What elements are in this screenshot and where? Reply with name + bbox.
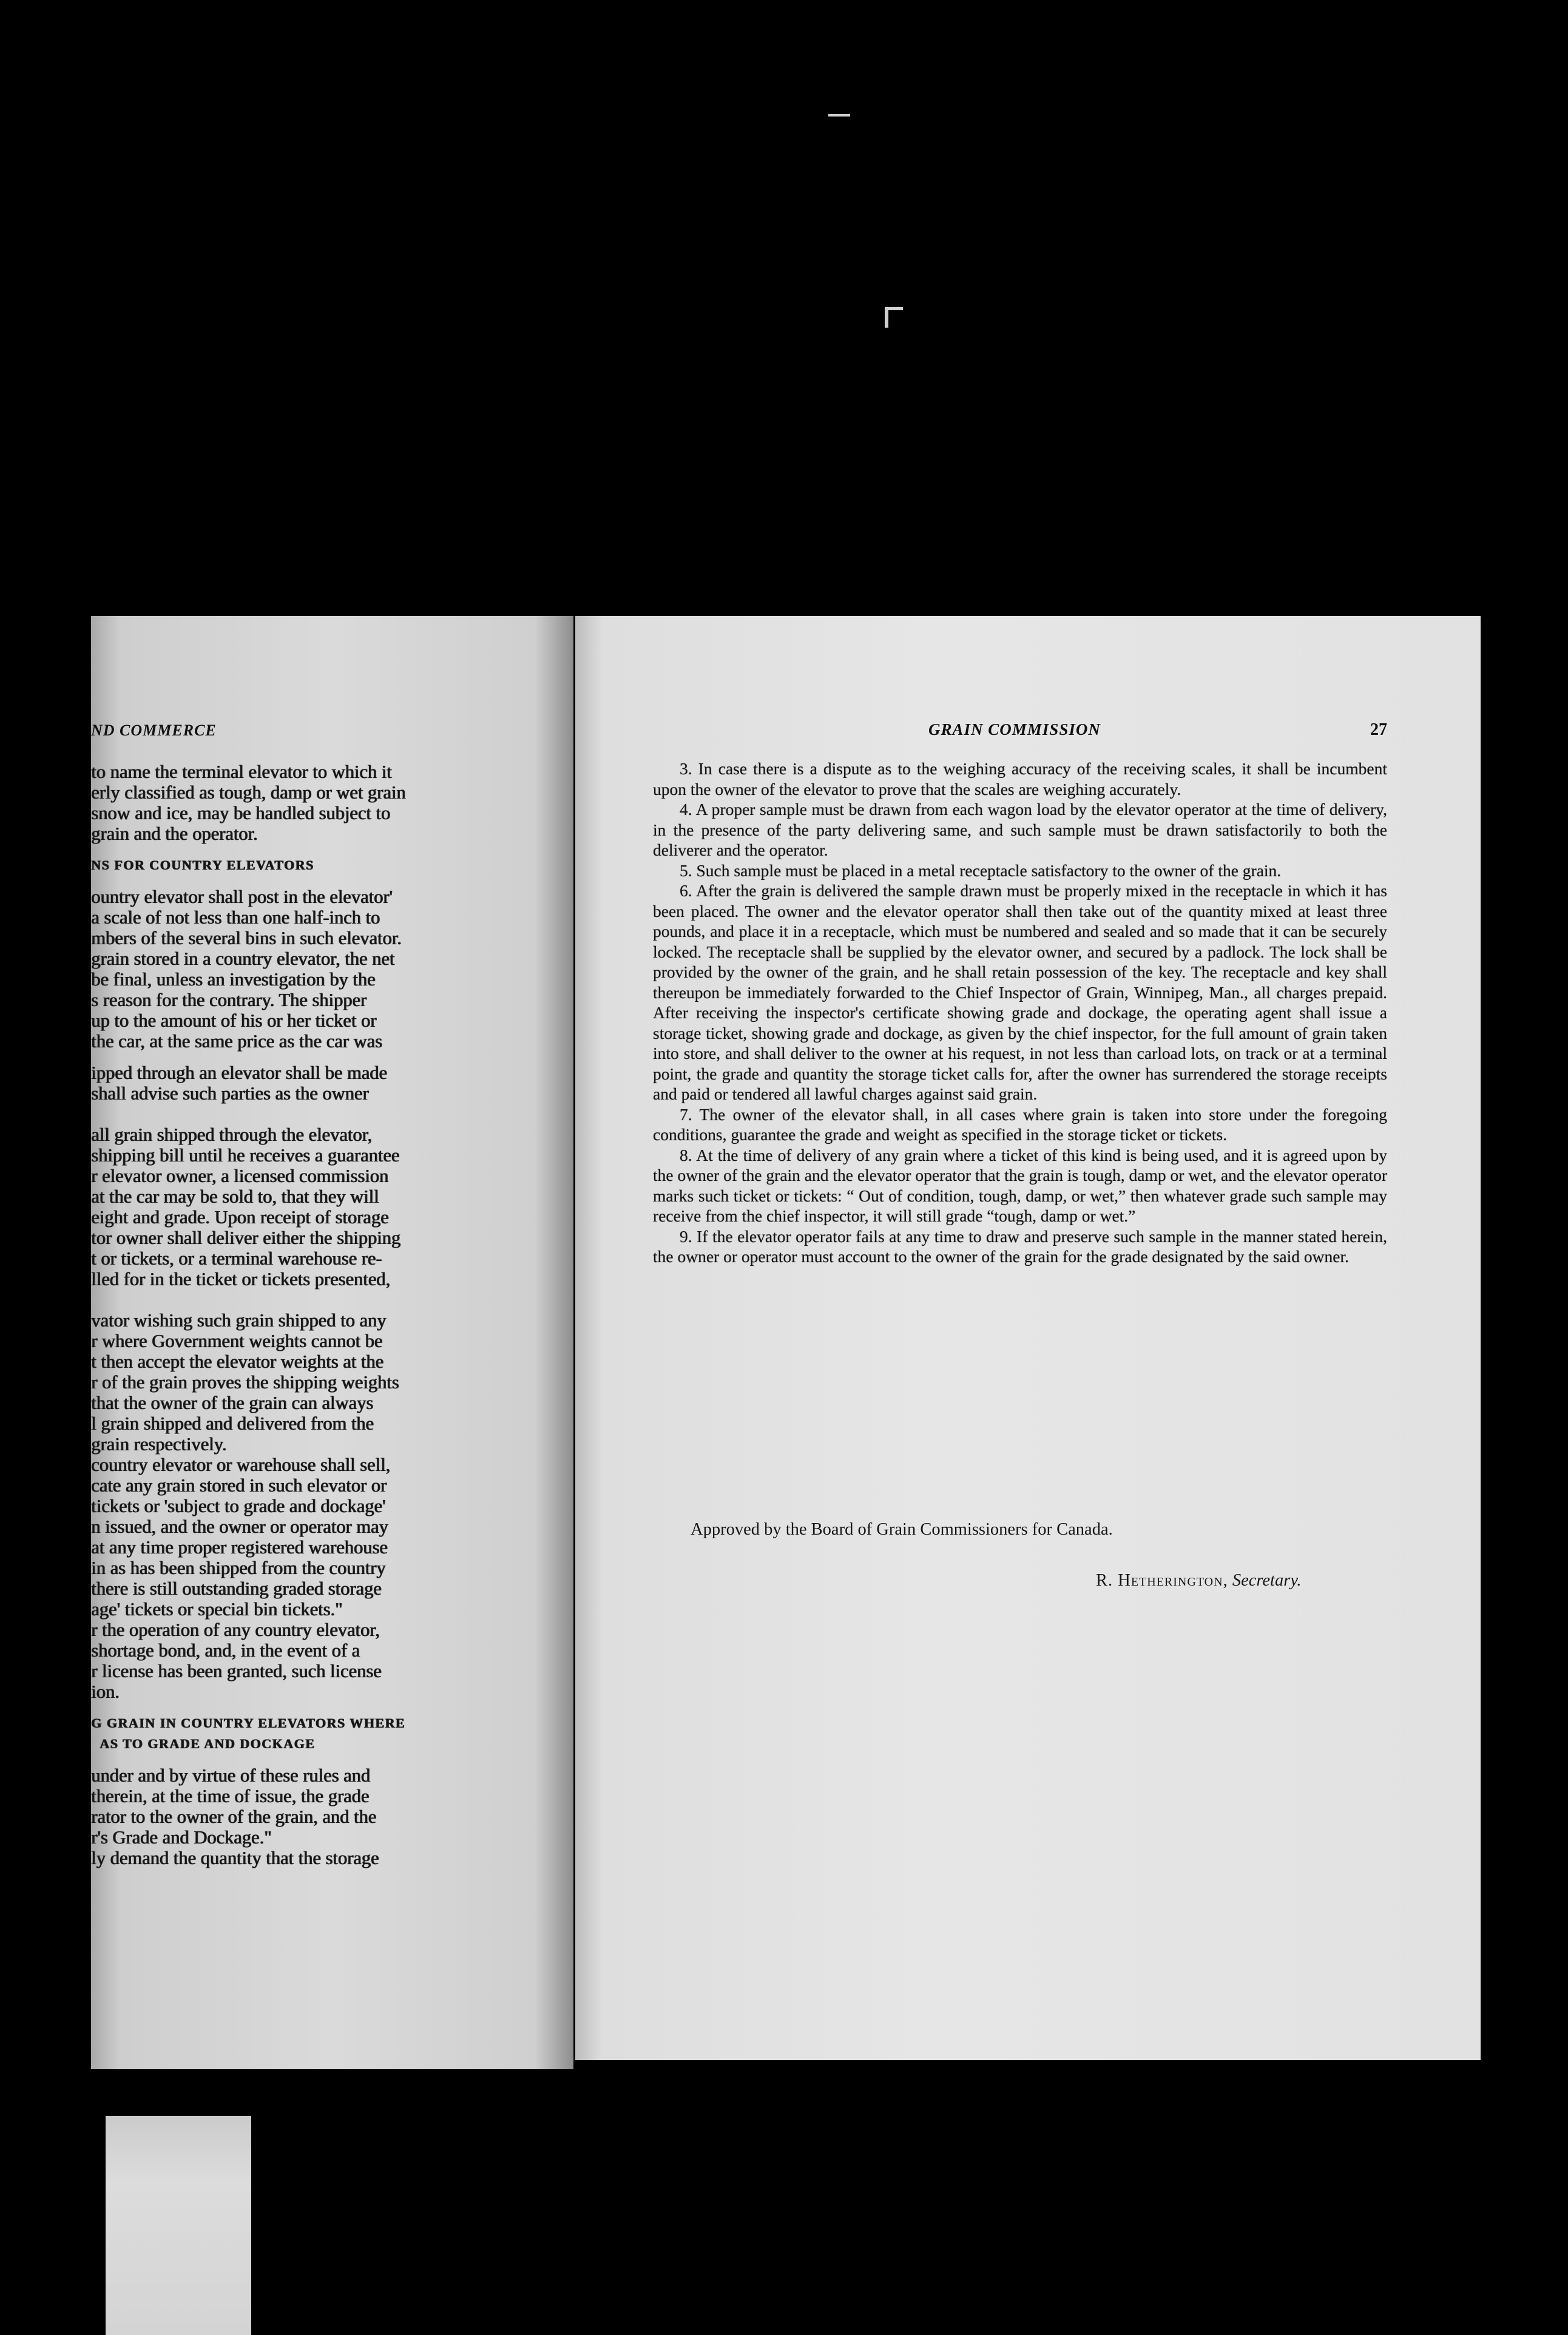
text-line: t then accept the elevator weights at the [91, 1351, 384, 1372]
rule-paragraph: 5. Such sample must be placed in a metal receptacle satisfactory to the owner of the grain. [680, 860, 1282, 880]
text-line: lled for in the ticket or tickets presented, [91, 1269, 390, 1289]
scan-speck [828, 114, 850, 117]
text-line: grain and the operator. [91, 823, 258, 844]
text-line: a scale of not less than one half-inch to [91, 907, 380, 928]
text-line: t or tickets, or a terminal warehouse re- [91, 1248, 382, 1269]
text-line: r license has been granted, such license [91, 1661, 382, 1681]
scan-speck [885, 307, 903, 310]
text-line: in as has been shipped from the country [91, 1558, 386, 1578]
text-line: vator wishing such grain shipped to any [91, 1310, 387, 1331]
paper-slip [106, 2116, 251, 2335]
text-line: age' tickets or special bin tickets." [91, 1599, 343, 1620]
text-line: cate any grain stored in such elevator or [91, 1475, 387, 1496]
text-line: that the owner of the grain can always [91, 1393, 373, 1413]
text-line: the car, at the same price as the car was [91, 1031, 382, 1052]
rule-paragraph: 8. At the time of delivery of any grain where a ticket of this kind is being used, and it is agreed upon by the owner of the grain and the elevator operator that the grain is tough, damp or wet, and the elevator operator marks such ticket or tickets: “ Out of condition, tough, damp, or wet,” then whatever grade such sample may receive from the chief inspector, it will still grade “tough, damp or wet.” [653, 1145, 1387, 1225]
scan-speck [885, 307, 888, 328]
rule-paragraph: 4. A proper sample must be drawn from each wagon load by the elevator operator at the time of delivery, in the presence of the party delivering same, and such sample must be drawn satisfactorily to both the deliverer and the operator. [653, 800, 1387, 859]
rule-paragraph: 6. After the grain is delivered the sample drawn must be properly mixed in the receptacle in which it has been placed. The owner and the elevator operator shall then take out of the quantity mixed at least three pounds, and place it in a receptacle, which must be numbered and sealed and so made that it can be securely locked. The receptacle shall be supplied by the elevator owner, and secured by a padlock. The lock shall be provided by the owner of the grain, and he shall retain possession of the key. The receptacle and key shall thereupon be immediately forwarded to the Chief Inspector of Grain, Winnipeg, Man., all charges prepaid. After receiving the inspector's certificate showing grade and dockage, the operating agent shall issue a storage ticket, showing grade and dockage, as given by the chief inspector, for the full amount of grain taken into store, and shall deliver to the owner at his request, in not less than carload lots, on track or at a terminal point, the grade and quantity the storage ticket calls for, after the owner has surrendered the storage receipts and paid or tendered all lawful charges against said grain. [653, 881, 1387, 1103]
signature-title: Secretary. [1232, 1571, 1302, 1590]
text-line: at the car may be sold to, that they will [91, 1186, 379, 1207]
text-line: country elevator or warehouse shall sell, [91, 1455, 390, 1475]
text-line: n issued, and the owner or operator may [91, 1516, 388, 1537]
rule-paragraph: 9. If the elevator operator fails at any time to draw and preserve such sample in the manner stated herein, the owner or operator must account to the owner of the grain for the grade designated by the said owner. [653, 1226, 1387, 1266]
running-header-title: GRAIN COMMISSION [928, 720, 1101, 738]
section-heading: G GRAIN IN COUNTRY ELEVATORS WHERE [91, 1715, 405, 1731]
text-line: s reason for the contrary. The shipper [91, 990, 367, 1010]
left-page-text [91, 762, 492, 1868]
text-line: grain respectively. [91, 1434, 227, 1455]
text-line: eight and grade. Upon receipt of storage [91, 1207, 389, 1228]
text-line: ion. [91, 1681, 120, 1702]
signature-name: R. Hetherington, [1096, 1571, 1228, 1590]
text-line: there is still outstanding graded storage [91, 1578, 382, 1599]
text-line: up to the amount of his or her ticket or [91, 1010, 377, 1031]
approval-statement: Approved by the Board of Grain Commissioners for Canada. [691, 1520, 1113, 1539]
text-line: to name the terminal elevator to which it [91, 762, 392, 782]
rule-paragraph: 7. The owner of the elevator shall, in all cases where grain is taken into store under the foregoing conditions, guarantee the grade and weight as specified in the storage ticket or tickets. [653, 1104, 1387, 1144]
rule-paragraph: 3. In case there is a dispute as to the weighing accuracy of the receiving scales, it shall be incumbent upon the owner of the elevator to prove that the scales are weighing accurately. [653, 759, 1387, 799]
text-line: all grain shipped through the elevator, [91, 1124, 372, 1145]
left-page [91, 616, 573, 2069]
text-line: under and by virtue of these rules and [91, 1765, 370, 1786]
text-line: rator to the owner of the grain, and the [91, 1806, 377, 1827]
text-line: r elevator owner, a licensed commission [91, 1166, 389, 1186]
text-line: r where Government weights cannot be [91, 1331, 383, 1351]
text-line: ountry elevator shall post in the elevator' [91, 887, 393, 907]
text-line: tor owner shall deliver either the shipping [91, 1228, 400, 1248]
text-line: grain stored in a country elevator, the net [91, 948, 395, 969]
right-page [575, 616, 1481, 2060]
page-number: 27 [1370, 720, 1387, 739]
text-line: erly classified as tough, damp or wet grain [91, 782, 406, 803]
text-line: shall advise such parties as the owner [91, 1083, 369, 1104]
rules-body [653, 759, 1387, 1267]
text-line: shipping bill until he receives a guarantee [91, 1145, 400, 1166]
text-line: r's Grade and Dockage." [91, 1827, 272, 1848]
text-line: be final, unless an investigation by the [91, 969, 376, 990]
signature [1096, 1571, 1302, 1590]
text-line: snow and ice, may be handled subject to [91, 803, 390, 823]
text-line: l grain shipped and delivered from the [91, 1413, 374, 1434]
section-heading: NS FOR COUNTRY ELEVATORS [91, 857, 314, 873]
text-line: therein, at the time of issue, the grade [91, 1786, 370, 1806]
text-line: at any time proper registered warehouse [91, 1537, 388, 1558]
section-heading: AS TO GRADE AND DOCKAGE [100, 1736, 316, 1751]
text-line: ly demand the quantity that the storage [91, 1848, 379, 1868]
text-line: r the operation of any country elevator, [91, 1620, 380, 1640]
text-line: shortage bond, and, in the event of a [91, 1640, 360, 1661]
text-line: ipped through an elevator shall be made [91, 1063, 387, 1083]
text-line: r of the grain proves the shipping weights [91, 1372, 399, 1393]
text-line: mbers of the several bins in such elevator. [91, 928, 402, 948]
text-line: tickets or 'subject to grade and dockage' [91, 1496, 386, 1516]
left-running-header: ND COMMERCE [91, 721, 217, 739]
